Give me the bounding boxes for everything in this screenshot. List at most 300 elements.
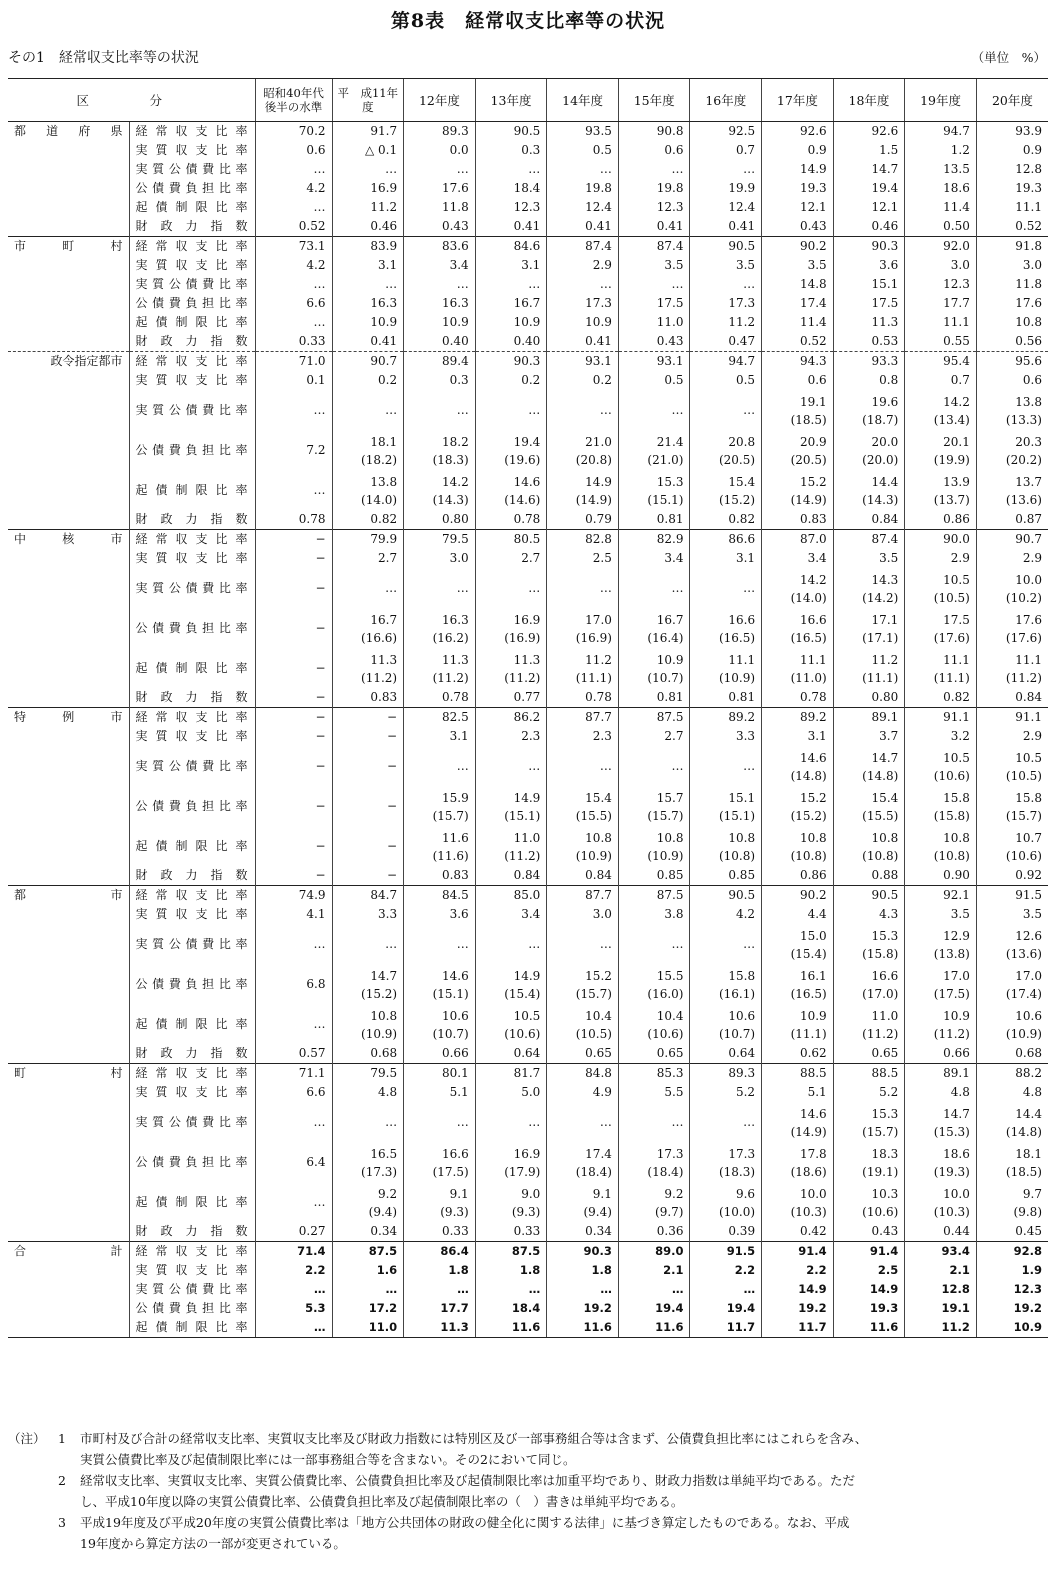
cell-value: 10.9: [799, 1008, 827, 1023]
cell-value: …: [743, 402, 756, 417]
cell-h11: [332, 470, 404, 510]
cell-value: …: [313, 200, 326, 214]
table-body: [8, 122, 1048, 1338]
table-row: [8, 141, 1048, 160]
table-row: [8, 332, 1048, 352]
area-label: 都 道 府 県: [14, 124, 123, 138]
cell-value: 21.0: [585, 434, 612, 449]
item-label: 財政力指数: [135, 1224, 248, 1238]
cell-value: 13.8: [370, 474, 398, 489]
cell-value: −: [315, 551, 326, 565]
cell-year: [976, 256, 1048, 275]
cell-value: …: [671, 758, 684, 773]
cell-value: 10.8: [728, 830, 756, 845]
cell-value: 0.41: [513, 219, 541, 233]
cell-value: …: [385, 402, 398, 417]
cell-value: 1.8: [448, 1263, 469, 1277]
cell-value: …: [671, 1282, 684, 1296]
cell-paren: (14.3): [862, 492, 899, 507]
cell-value: 2.9: [1022, 729, 1042, 743]
cell-value: 0.45: [1015, 1224, 1042, 1238]
cell-h11: [332, 1318, 404, 1338]
cell-paren: (19.1): [862, 1164, 899, 1179]
cell-value: 91.1: [1015, 710, 1042, 724]
cell-value: 91.8: [1015, 239, 1042, 253]
cell-value: 19.4: [513, 434, 541, 449]
row-area: [8, 727, 129, 746]
cell-paren: (11.2): [1005, 670, 1042, 685]
cell-s40: [255, 1044, 332, 1064]
header-row: [8, 79, 1048, 122]
row-item: [129, 1299, 255, 1318]
row-area: [8, 1261, 129, 1280]
cell-value: −: [315, 729, 326, 743]
cell-value: 10.3: [871, 1186, 899, 1201]
cell-value: 3.1: [521, 258, 541, 272]
cell-year: [833, 1222, 905, 1242]
cell-value: 11.3: [440, 1320, 469, 1334]
cell-value: 1.8: [591, 1263, 612, 1277]
cell-value: 95.4: [943, 354, 970, 368]
cell-value: 10.9: [513, 315, 541, 329]
cell-value: 16.1: [799, 968, 827, 983]
cell-value: 17.0: [943, 968, 970, 983]
cell-value: …: [528, 162, 541, 176]
note-number: 3: [58, 1515, 66, 1530]
cell-value: 19.2: [798, 1301, 827, 1315]
cell-h11: [332, 708, 404, 728]
cell-paren: (16.4): [647, 630, 684, 645]
cell-value: 10.5: [1015, 750, 1042, 765]
cell-year: [905, 866, 977, 886]
cell-h11: [332, 1083, 404, 1102]
cell-year: [762, 275, 834, 294]
cell-h11: [332, 390, 404, 430]
cell-value: 10.9: [943, 1008, 970, 1023]
cell-year: [833, 826, 905, 866]
cell-year: [762, 708, 834, 728]
cell-year: [905, 964, 977, 1004]
cell-value: 2.2: [305, 1263, 326, 1277]
cell-year: [976, 160, 1048, 179]
cell-value: …: [385, 162, 398, 176]
cell-value: 0.83: [799, 512, 827, 526]
row-area: [8, 826, 129, 866]
cell-year: [618, 430, 690, 470]
cell-year: [475, 122, 547, 142]
cell-year: [547, 1004, 619, 1044]
cell-paren: (15.7): [1005, 808, 1042, 823]
cell-value: …: [743, 162, 756, 176]
cell-paren: (11.2): [504, 848, 541, 863]
cell-year: [475, 1102, 547, 1142]
item-label: 起債制限比率: [135, 315, 248, 329]
cell-paren: (16.1): [718, 986, 756, 1001]
cell-year: [762, 1142, 834, 1182]
cell-year: [404, 1083, 476, 1102]
cell-value: 16.3: [370, 296, 398, 310]
cell-value: 0.65: [585, 1046, 612, 1060]
cell-value: 3.8: [664, 907, 684, 921]
cell-s40: [255, 470, 332, 510]
cell-value: 0.8: [879, 373, 899, 387]
cell-year: [905, 1044, 977, 1064]
cell-value: 4.2: [306, 181, 326, 195]
item-label: 公債費負担比率: [135, 1154, 248, 1169]
cell-value: 11.4: [943, 200, 970, 214]
cell-year: [404, 866, 476, 886]
row-area: [8, 510, 129, 530]
cell-value: 12.4: [585, 200, 612, 214]
cell-paren: (19.9): [933, 452, 970, 467]
table-row: [8, 1102, 1048, 1142]
cell-value: 15.8: [1015, 790, 1042, 805]
cell-value: 0.83: [441, 868, 469, 882]
cell-value: …: [456, 580, 469, 595]
cell-value: 20.9: [799, 434, 827, 449]
cell-value: 11.7: [798, 1320, 827, 1334]
row-area: [8, 294, 129, 313]
cell-h11: [332, 294, 404, 313]
cell-value: …: [313, 936, 326, 951]
cell-year: [618, 217, 690, 237]
cell-value: 14.6: [513, 474, 541, 489]
cell-year: [404, 708, 476, 728]
cell-paren: (14.0): [790, 590, 827, 605]
cell-value: 11.2: [370, 200, 398, 214]
cell-paren: (10.5): [933, 590, 970, 605]
cell-value: 12.3: [513, 200, 541, 214]
row-area: [8, 708, 129, 728]
cell-value: 0.43: [871, 1224, 899, 1238]
cell-year: [690, 179, 762, 198]
row-area: [8, 549, 129, 568]
cell-value: 94.3: [799, 354, 827, 368]
cell-value: 0.78: [298, 512, 326, 526]
cell-h11: [332, 141, 404, 160]
cell-value: 92.0: [943, 239, 970, 253]
cell-year: [905, 1242, 977, 1262]
cell-year: [762, 313, 834, 332]
cell-value: 4.8: [378, 1085, 398, 1099]
cell-paren: (15.3): [933, 1124, 970, 1139]
cell-value: 3.3: [735, 729, 756, 743]
cell-value: 16.6: [871, 968, 899, 983]
cell-value: 14.9: [513, 968, 541, 983]
cell-value: 91.5: [726, 1244, 756, 1258]
cell-paren: (18.5): [1005, 1164, 1042, 1179]
cell-value: 3.5: [664, 258, 684, 272]
cell-paren: (14.8): [790, 768, 827, 783]
cell-value: 4.2: [306, 258, 326, 272]
cell-value: 2.9: [1022, 551, 1042, 565]
cell-year: [690, 256, 762, 275]
cell-year: [547, 727, 619, 746]
row-area: [8, 1064, 129, 1084]
cell-year: [618, 352, 690, 372]
cell-paren: (10.3): [933, 1204, 970, 1219]
cell-paren: (15.1): [647, 492, 684, 507]
row-item: [129, 1064, 255, 1084]
cell-year: [618, 746, 690, 786]
cell-year: [404, 1280, 476, 1299]
cell-paren: (11.1): [862, 670, 899, 685]
cell-year: [547, 648, 619, 688]
cell-year: [976, 1182, 1048, 1222]
cell-year: [976, 275, 1048, 294]
row-area: [8, 924, 129, 964]
row-area: [8, 568, 129, 608]
table-subtitle: その1 経常収支比率等の状況: [8, 50, 199, 66]
cell-paren: (10.9): [575, 848, 612, 863]
notes-label: （注）: [8, 1431, 46, 1446]
cell-year: [475, 430, 547, 470]
item-label: 公債費負担比率: [135, 296, 248, 310]
cell-value: 11.7: [726, 1320, 756, 1334]
cell-h11: [332, 510, 404, 530]
cell-year: [618, 549, 690, 568]
cell-value: 10.8: [585, 830, 612, 845]
cell-year: [762, 786, 834, 826]
item-label: 起債制限比率: [135, 838, 248, 853]
cell-year: [833, 470, 905, 510]
header-year: 15年度: [618, 79, 690, 122]
cell-year: [618, 1083, 690, 1102]
row-item: [129, 727, 255, 746]
cell-year: [976, 905, 1048, 924]
cell-s40: [255, 866, 332, 886]
cell-year: [905, 1299, 977, 1318]
row-area: [8, 237, 129, 257]
cell-value: 0.68: [370, 1046, 398, 1060]
cell-paren: (17.4): [1005, 986, 1042, 1001]
cell-value: …: [456, 162, 469, 176]
cell-s40: [255, 608, 332, 648]
cell-value: 10.5: [943, 572, 970, 587]
item-label: 起債制限比率: [135, 482, 248, 497]
cell-value: 90.8: [656, 124, 684, 138]
cell-value: 10.7: [1015, 830, 1042, 845]
cell-value: …: [385, 580, 398, 595]
cell-year: [762, 1222, 834, 1242]
cell-value: 19.3: [869, 1301, 899, 1315]
cell-value: 0.78: [585, 690, 612, 704]
cell-value: 3.1: [735, 551, 756, 565]
cell-value: 14.8: [799, 277, 827, 291]
cell-value: 10.5: [513, 1008, 541, 1023]
cell-value: −: [315, 758, 326, 773]
cell-value: 13.8: [1015, 394, 1042, 409]
cell-year: [475, 198, 547, 217]
cell-year: [690, 1083, 762, 1102]
cell-value: 2.7: [521, 551, 541, 565]
cell-year: [618, 1280, 690, 1299]
cell-year: [833, 1142, 905, 1182]
cell-value: 90.5: [728, 239, 756, 253]
cell-value: 5.2: [879, 1085, 899, 1099]
cell-value: 87.5: [368, 1244, 398, 1258]
row-area: [8, 1102, 129, 1142]
cell-year: [475, 275, 547, 294]
cell-value: 12.1: [871, 200, 899, 214]
cell-value: 11.1: [1015, 200, 1042, 214]
cell-year: [547, 470, 619, 510]
cell-value: 4.8: [1022, 1085, 1042, 1099]
cell-s40: [255, 786, 332, 826]
cell-year: [404, 332, 476, 352]
cell-year: [762, 568, 834, 608]
cell-value: 94.7: [728, 354, 756, 368]
cell-year: [618, 275, 690, 294]
cell-year: [905, 826, 977, 866]
cell-value: 20.0: [871, 434, 899, 449]
cell-value: 0.85: [728, 868, 756, 882]
cell-year: [547, 371, 619, 390]
cell-year: [762, 964, 834, 1004]
cell-value: 11.6: [583, 1320, 612, 1334]
cell-year: [618, 179, 690, 198]
cell-year: [905, 256, 977, 275]
cell-value: 4.3: [879, 907, 899, 921]
cell-value: …: [599, 936, 612, 951]
item-label: 公債費負担比率: [135, 1301, 248, 1315]
cell-value: 15.2: [585, 968, 612, 983]
item-label: 経常収支比率: [135, 888, 248, 902]
cell-year: [762, 217, 834, 237]
cell-year: [833, 198, 905, 217]
cell-value: …: [599, 580, 612, 595]
cell-year: [547, 313, 619, 332]
cell-s40: [255, 1299, 332, 1318]
item-label: 経常収支比率: [135, 354, 248, 368]
cell-year: [833, 256, 905, 275]
row-item: [129, 924, 255, 964]
cell-year: [833, 886, 905, 906]
cell-value: 0.6: [1022, 373, 1042, 387]
cell-h11: [332, 786, 404, 826]
cell-value: …: [528, 580, 541, 595]
table-row: [8, 866, 1048, 886]
cell-year: [618, 198, 690, 217]
cell-year: [618, 530, 690, 550]
cell-value: 16.9: [370, 181, 398, 195]
cell-year: [618, 1299, 690, 1318]
cell-year: [690, 886, 762, 906]
cell-year: [547, 1044, 619, 1064]
cell-value: 89.1: [943, 1066, 970, 1080]
cell-value: 2.1: [663, 1263, 684, 1277]
cell-value: 70.2: [298, 124, 326, 138]
cell-value: 87.5: [656, 710, 684, 724]
cell-value: 4.2: [735, 907, 756, 921]
cell-value: 20.1: [943, 434, 970, 449]
cell-value: 90.7: [1015, 532, 1042, 546]
cell-s40: [255, 1064, 332, 1084]
cell-value: …: [743, 936, 756, 951]
cell-value: …: [599, 162, 612, 176]
cell-year: [762, 1261, 834, 1280]
header-year: 18年度: [833, 79, 905, 122]
cell-value: 10.5: [943, 750, 970, 765]
cell-year: [547, 1102, 619, 1142]
cell-paren: (10.9): [647, 848, 684, 863]
cell-value: …: [671, 277, 684, 291]
cell-value: 9.1: [449, 1186, 469, 1201]
cell-h11: [332, 549, 404, 568]
cell-value: 17.4: [799, 296, 827, 310]
cell-value: 90.3: [871, 239, 899, 253]
cell-value: 11.2: [585, 652, 612, 667]
cell-year: [976, 964, 1048, 1004]
cell-year: [618, 1064, 690, 1084]
cell-value: 0.78: [513, 512, 541, 526]
cell-value: 84.8: [585, 1066, 612, 1080]
cell-year: [905, 1222, 977, 1242]
cell-year: [475, 1142, 547, 1182]
cell-year: [547, 924, 619, 964]
cell-value: 19.2: [583, 1301, 612, 1315]
cell-value: 13.5: [943, 162, 970, 176]
cell-value: 10.8: [1015, 315, 1042, 329]
cell-value: 17.0: [585, 612, 612, 627]
cell-year: [404, 141, 476, 160]
cell-value: 0.65: [656, 1046, 684, 1060]
item-label: 公債費負担比率: [135, 442, 248, 457]
row-area: [8, 122, 129, 142]
cell-year: [547, 964, 619, 1004]
cell-s40: [255, 1083, 332, 1102]
cell-year: [618, 826, 690, 866]
cell-value: 0.42: [799, 1224, 827, 1238]
table-row: [8, 1044, 1048, 1064]
cell-year: [905, 708, 977, 728]
cell-year: [404, 1242, 476, 1262]
cell-s40: [255, 1261, 332, 1280]
cell-value: 14.7: [370, 968, 398, 983]
cell-year: [905, 786, 977, 826]
cell-year: [976, 608, 1048, 648]
cell-h11: [332, 179, 404, 198]
cell-year: [547, 390, 619, 430]
cell-year: [475, 964, 547, 1004]
cell-year: [833, 430, 905, 470]
cell-value: 18.6: [943, 181, 970, 195]
area-label: 政令指定都市: [50, 354, 123, 368]
cell-year: [905, 1142, 977, 1182]
item-label: 起債制限比率: [135, 660, 248, 675]
row-item: [129, 964, 255, 1004]
cell-year: [475, 470, 547, 510]
cell-year: [762, 866, 834, 886]
cell-year: [905, 1182, 977, 1222]
cell-year: [976, 294, 1048, 313]
cell-value: 87.7: [585, 710, 612, 724]
cell-year: [547, 1261, 619, 1280]
cell-s40: [255, 886, 332, 906]
cell-value: 91.4: [798, 1244, 827, 1258]
cell-value: 11.4: [799, 315, 827, 329]
table-row: [8, 217, 1048, 237]
cell-year: [475, 1044, 547, 1064]
cell-year: [833, 275, 905, 294]
cell-year: [475, 1182, 547, 1222]
cell-year: [475, 332, 547, 352]
cell-paren: (17.6): [1005, 630, 1042, 645]
cell-value: 91.1: [943, 710, 970, 724]
cell-paren: (11.2): [862, 1026, 899, 1041]
cell-value: 90.7: [370, 354, 398, 368]
cell-year: [976, 568, 1048, 608]
